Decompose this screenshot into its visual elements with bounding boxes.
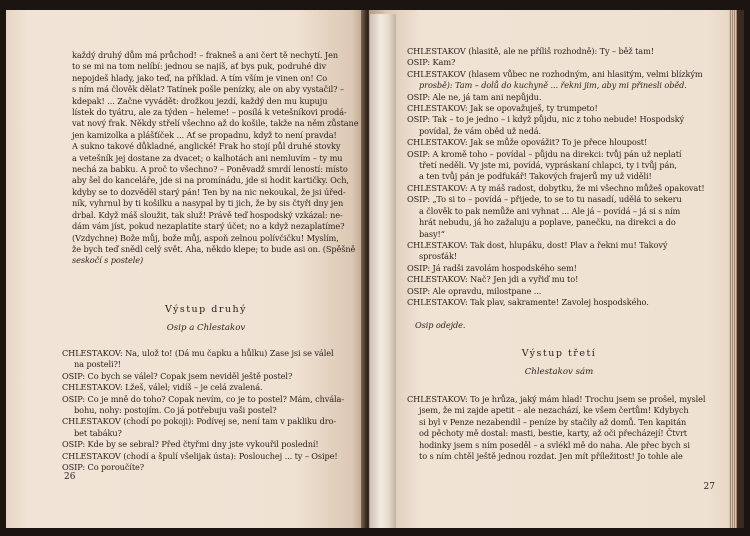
dialogue-line: CHLESTAKOV: Tak plav, sakramente! Zavolej hospodského.: [407, 296, 649, 307]
dialogue-line: OSIP: Já radši zavolám hospodského sem!: [407, 262, 577, 273]
left-page: [6, 10, 366, 528]
text-line: ník, vyhrnul by ti košilku a nasypal by ti jich, že by sis čtyři dny jen: [72, 198, 344, 209]
dialogue-line: to s ním chtěl ještě jednou rozdat. Jen mít příležitost! Jo tohle ale: [419, 451, 683, 462]
text-line: dám vám jíst, pokud nezaplatíte starý účet; no a když nezaplatíme?: [72, 221, 345, 232]
dialogue-line: prosbě): Tam – dolů do kuchyně ... řekni jim, aby mi přinesli oběd.: [419, 80, 687, 91]
dialogue-line: OSIP: A kromě toho – povídal – půjdu na direkci: tvůj pán už neplatí: [407, 148, 682, 159]
scene-heading: Výstup třetí: [521, 348, 597, 359]
dialogue-line: CHLESTAKOV: Jak se opovažuješ, ty trumpeto!: [407, 103, 598, 114]
page-number: 26: [64, 472, 76, 482]
dialogue-line: jsem, že mi zajde apetit – ale nezachází, ke všem čertům! Kdybych: [419, 405, 689, 416]
dialogue-line: bet tabáku?: [74, 427, 122, 438]
scene-heading: Výstup druhý: [165, 304, 247, 315]
text-line: (Vzdychne) Bože můj, bože můj, aspoň zelnou polívčičku! Myslím,: [72, 232, 339, 243]
text-line: kdepak! ... Začne vyvádět: drožkou jezdí, každý den mu kupuju: [72, 95, 328, 106]
page-edges: [729, 10, 737, 528]
dialogue-line: basy!“: [419, 228, 445, 239]
stage-direction: Osip odejde.: [415, 320, 466, 330]
scene-cast: Osip a Chlestakov: [166, 323, 246, 333]
bookmark-ribbon: [370, 14, 396, 528]
dialogue-line: OSIP: Co poroučíte?: [62, 462, 145, 473]
page-number: 27: [703, 482, 715, 492]
dialogue-line: CHLESTAKOV: Na, ulož to! (Dá mu čapku a hůlku) Zase jsi se válel: [62, 348, 334, 358]
text-line: drbal. Když máš sloužit, tak služ! Právě teď hospodský vzkázal: ne-: [72, 209, 343, 220]
dialogue-line: hodinky jsem s ním poseděl – a svlékl mě do naha. Ale přec bych si: [419, 439, 690, 450]
dialogue-line: CHLESTAKOV: Jak se může opovážit? To je přece hloupost!: [407, 137, 648, 148]
text-line: to se mi na tom nelíbí: jednou se najíš, ať bys puk, podruhé div: [72, 61, 326, 72]
dialogue-line: OSIP: Co bych se válel? Copak jsem neviděl ještě postel?: [62, 370, 293, 381]
text-line: vat nový frak. Někdy střelí všechno až do košile, takže na něm zůstane: [72, 118, 359, 129]
dialogue-line: CHLESTAKOV: A ty máš radost, dobytku, že mi všechno můžeš opakovat!: [407, 182, 705, 193]
text-line: nepojdeš hlady, jako teď, na příklad. A tím vším je vinen on! Co: [72, 72, 328, 83]
right-monologue: [407, 394, 707, 462]
right-page: [369, 10, 737, 528]
dialogue-line: hrát nebudu, já ho zažaluju a poplave, panečku, na direkci a do: [419, 217, 676, 228]
dialogue-line: sprosťák!: [419, 251, 458, 262]
dialogue-line: CHLESTAKOV: To je hrůza, jaký mám hlad! Trochu jsem se prošel, myslel: [407, 394, 706, 404]
text-line: aby šel do kanceláře, jde si na promínádu, jde si hodit kartičky. Och,: [72, 175, 349, 186]
text-line: a vetešník jej dostane za dvacet; o kalhotách ani nemluvím – ty mu: [72, 152, 343, 163]
text-line: jen kamizolka a plášťíček ... Ať se propadnu, když to není pravda!: [72, 129, 337, 140]
dialogue-line: CHLESTAKOV: Tak dost, hlupáku, dost! Plav a řekni mu! Takový: [407, 239, 668, 250]
right-dialogue: [407, 46, 707, 308]
left-dialogue: [62, 348, 356, 473]
text-line: seskočí s postele): [72, 255, 144, 266]
dialogue-line: a člověk to pak nemůže ani vyhnat ... Ale já – povídá – já si s ním: [419, 205, 681, 216]
dialogue-line: OSIP: Ale opravdu, milostpane ...: [407, 285, 542, 296]
open-book: [6, 10, 744, 528]
dialogue-line: CHLESTAKOV: Lžeš, válel; vidíš – je celá zvalená.: [62, 382, 263, 393]
dialogue-line: a ten tvůj pán je podfukář! Takových frajerů my už viděli!: [419, 171, 652, 182]
dialogue-line: od pěchoty mě dostal: masti, bestie, karty, až oči přecházejí! Čtvrt: [419, 428, 687, 439]
text-line: s ním má člověk dělat? Tatínek pošle penízky, ale on aby vystačil? –: [72, 84, 344, 95]
text-line: kdyby se to dozvěděl starý pán! Ten by na nic nekoukal, že jsi úřed-: [72, 186, 346, 197]
dialogue-line: si byl v Penze nezabendil – peníze by stačily až domů. Ten kapitán: [419, 416, 687, 427]
dialogue-line: bohu, nohy: postojím. Co já potřebuju vaši postel?: [74, 405, 277, 416]
dialogue-line: OSIP: Kam?: [407, 57, 456, 68]
dialogue-line: třetí neděli. Vy jste mi, povídá, vypráskaní chlapci, ty i tvůj pán,: [419, 160, 677, 171]
dialogue-line: CHLESTAKOV (chodí po pokoji): Podívej se, není tam v pakliku dro-: [62, 416, 337, 427]
text-line: každý druhý dům má průchod! – frakneš a ani čert tě nechytí. Jen: [72, 50, 338, 60]
text-line: lístek do tyátru, ale za týden – helemе! – posílá k vetešníkovi prodá-: [72, 107, 347, 118]
scene-cast: Chlestakov sám: [524, 367, 594, 377]
dialogue-line: OSIP: „To si to – povídá – přijede, to se to tu nasadí, udělá to sekeru: [407, 194, 682, 205]
dialogue-line: povídal, že vám oběd už nedá.: [419, 125, 541, 136]
dialogue-line: CHLESTAKOV (hlasitě, ale ne příliš rozhodně): Ty – běž tam!: [407, 46, 654, 56]
dialogue-line: OSIP: Kde by se sebral? Před čtyřmi dny jste vykouřil poslední!: [62, 439, 319, 450]
dialogue-line: CHLESTAKOV (chodí a špulí všelijak ústa): Poslouchej ... ty – Osipe!: [62, 450, 338, 461]
dialogue-line: CHLESTAKOV: Nač? Jen jdi a vyřiď mu to!: [407, 274, 579, 285]
dialogue-line: CHLESTAKOV (hlasem vůbec ne rozhodným, ani hlasitým, velmi blízkým: [407, 68, 703, 79]
text-line: nechá za babku. A proč to všechno? – Poněvadž smrdí leností: místo: [72, 164, 348, 175]
text-line: A sukno takové důkladné, anglické! Frak ho stojí půl druhé stovky: [72, 141, 341, 152]
text-line: že bych teď snědl celý svět. Aha, někdo klepe; to bude asi on. (Spěšně: [72, 243, 356, 254]
dialogue-line: OSIP: Tak – to je jedno – i když půjdu, nic z toho nebude! Hospodský: [407, 114, 685, 125]
dialogue-line: OSIP: Co je mně do toho? Copak nevím, co je to postel? Mám, chvála-: [62, 393, 345, 404]
left-paragraph: [72, 50, 359, 267]
dialogue-line: OSIP: Ale ne, já tam ani nepůjdu.: [407, 91, 542, 102]
dialogue-line: na posteli?!: [74, 359, 121, 370]
